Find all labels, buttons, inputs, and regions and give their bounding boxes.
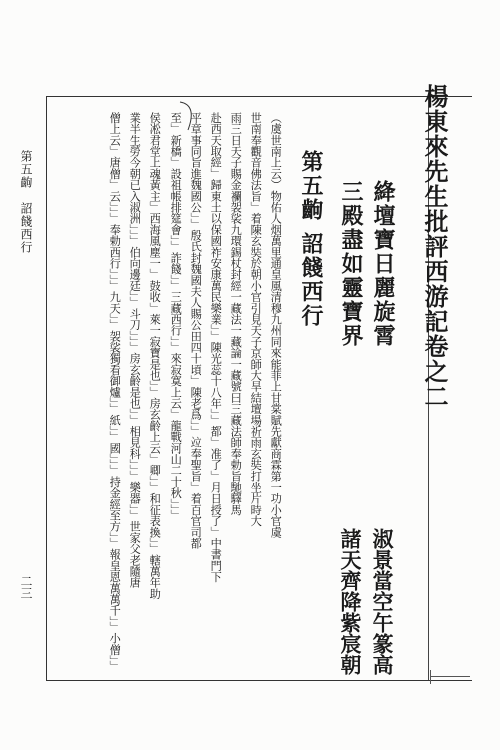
poem-line-2-end: 諸天齊降紫宸朝 bbox=[338, 528, 363, 675]
edge-mark bbox=[430, 676, 470, 677]
note-column: 雨三日天子賜金襴袈裟九環錫杖封經一藏法一藏論一藏號曰三藏法師奉勅旨馳驛馬 bbox=[229, 112, 243, 516]
note-column: 世南奉觀音佛法旨」着陳玄奘於朝小官引見天子京師大旱結壇場祈雨玄奘打坐片時大 bbox=[249, 112, 263, 527]
page-number: 二三 bbox=[19, 575, 33, 599]
chapter-title: 詔餞西行 bbox=[298, 232, 324, 328]
margin-chapter-label: 第五齣 詔餞西行 bbox=[19, 150, 33, 254]
note-column: 至」新橋」設祖帳排筵會」」詐餞」」三藏西行」」來寂寞上云」龍戰河山二十秋」」」 bbox=[169, 112, 183, 521]
note-column: 侯凇君堂上魂黃主」西海風塵一」鼓收」萊一寂寶是也」」房玄齡上云」卿」」和征表換」」轄萬年助 bbox=[148, 112, 162, 600]
frame-bottom-line bbox=[46, 680, 472, 681]
note-column: 平章事同旨進魏國公」」殷氏封魏國夫人賜公田四十頃」陳老爲」」竝奉聖旨」着百官司都 bbox=[189, 112, 203, 549]
poem-line-1: 絳壇寶日麗旋霄 bbox=[370, 180, 396, 348]
chapter-number: 第五齣 bbox=[298, 150, 324, 222]
frame-left-line bbox=[46, 96, 47, 680]
book-title: 楊東來先生批評西游記卷之二 bbox=[420, 84, 449, 409]
edge-mark-vertical bbox=[430, 670, 431, 684]
poem-line-2: 三殿盡如靈寶界 bbox=[338, 180, 364, 348]
frame-top-line bbox=[46, 96, 472, 97]
note-column: 僧上云」唐僧」云」」」奉勅西行」」」九天」」袈裟獨看御爐」」紙」」國」」」持金經至方」」報皇恩萬萬千」」小僧」」 bbox=[108, 112, 122, 672]
note-column: 業半生勞今朝已入淑洲」」」伯向邊廷」」斗刀」」」房玄齡是也」」相見科」」」樂器」」世家父老隨唐 bbox=[128, 112, 142, 588]
poem-line-1-end: 淑景當空午篆高 bbox=[370, 528, 395, 675]
note-column: 赴西天取經」歸東土以保國祚安康萬民樂業」」陳光蕊十八年」」都」准了」月日授了」中書門下 bbox=[209, 112, 223, 583]
note-column: （虞世南上云）物佑人烟萬里通皇風清穆九州同來能菲上甘棠賦先獻商霖第一功小官虞 bbox=[269, 112, 283, 538]
